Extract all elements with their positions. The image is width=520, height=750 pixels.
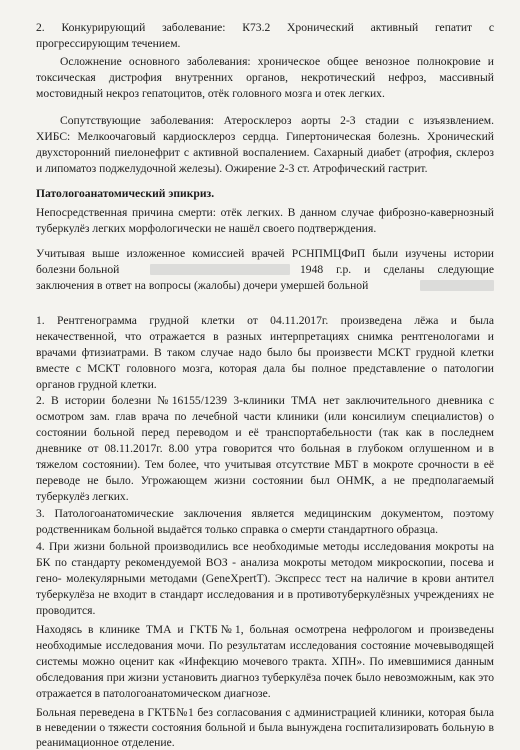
text-line: родственникам больной выдаётся только справка о смерти стандартного образца. bbox=[36, 523, 438, 536]
text-line: осмотром зам. глав врача по лечебной части клиники (или консилиум специалистов) о bbox=[36, 410, 494, 423]
redacted-name bbox=[420, 280, 494, 291]
text-line: двухсторонний пиелонефрит с активной воспалением. Сахарный диабет (атрофия, склероз bbox=[36, 146, 494, 159]
text-line: тяжелом состоянии). Тем более, что учитывая отсутствие МБТ в мокроте срочности в её bbox=[36, 458, 494, 471]
text-line: гено- молекулярными методами (GeneXpertT). Экспресс тест на наличие в крови антител bbox=[36, 572, 494, 585]
text-line: 1. Рентгенограмма грудной клетки от 04.11.2017г. произведена лёжа и была bbox=[36, 314, 494, 327]
text-line: БК по стандарту рекомендуемой ВОЗ - анализа мокроты методом микроскопии, посева и bbox=[36, 556, 494, 569]
section-heading: Патологоанатомический эпикриз. bbox=[36, 187, 215, 200]
redacted-name bbox=[150, 264, 290, 275]
text-line: болезни больной bbox=[36, 263, 120, 276]
text-line: мостовидный некроз гепатоцитов, отёк головного мозга и отек легких. bbox=[36, 87, 385, 100]
text-line: 2. В истории болезни №16155/1239 3-клиники ТМА нет заключительного дневника с bbox=[36, 394, 494, 407]
text-line: вместе с МСКТ головного мозга, которая дала бы полное представление о патологии bbox=[36, 362, 494, 375]
text-line: системы можно оценит как «Инфекцию мочевого тракта. ХПН». По имевшимися данным bbox=[36, 655, 494, 668]
text-line: обследования при жизни установить диагноз туберкулёза почек было невозможным, как это bbox=[36, 671, 494, 684]
text-line: прогрессирующим течением. bbox=[36, 37, 181, 50]
text-line: 3. Патологоанатомические заключения является медицинским документом, поэтому bbox=[36, 507, 494, 520]
text-line: 1948 г.р. и сделаны следующие bbox=[300, 263, 494, 276]
text-line: Больная переведена в ГКТБ№1 без согласования с администрацией клиники, которая была bbox=[36, 706, 494, 719]
text-line: состоянии больной перед переводом и её транспортабельности (так как в последнем bbox=[36, 426, 494, 439]
text-line: дневнике от 08.11.2017г. 8.00 утра говорится что больная в глубоком оглушенном и в bbox=[36, 442, 494, 455]
text-line: проводится. bbox=[36, 604, 96, 617]
text-line: 2. Конкурирующий заболевание: К73.2 Хронический активный гепатит с bbox=[36, 21, 494, 34]
text-line: в неведении о тяжести состояния больной и была вынуждена госпитализировать больную в bbox=[36, 721, 494, 734]
text-line: переводе не было. Угрожающем жизни состоянии был ОНМК, а не предполагаемый bbox=[36, 474, 494, 487]
text-line: туберкулёз легких. bbox=[36, 490, 129, 503]
text-line: Непосредственная причина смерти: отёк легких. В данном случае фиброзно-кавернозный bbox=[36, 206, 494, 219]
text-line: и липоматоз поджелудочной железы). Ожирение 2-3 ст. Атрофический гастрит. bbox=[36, 162, 428, 175]
text-line: токсическая дистрофия внутренних органов, некротический нефроз, массивный bbox=[36, 71, 494, 84]
text-line: Учитывая выше изложенное комиссией врачей РСНПМЦФиП были изучены истории bbox=[36, 247, 494, 260]
text-line: 4. При жизни больной производились все необходимые методы исследования мокроты на bbox=[36, 540, 494, 553]
text-line: отражается в патологоанатомическом диагнозе. bbox=[36, 687, 271, 700]
text-line: туберкулёз легких морфологически не нашёл своего подтверждения. bbox=[36, 222, 377, 235]
text-line: необходимые исследования мочи. По результатам исследования состояние мочевыводящей bbox=[36, 639, 494, 652]
text-line: реанимационное отделение. bbox=[36, 736, 175, 749]
text-line: заключения в ответ на вопросы (жалобы) дочери умершей больной bbox=[36, 279, 369, 292]
text-line: Осложнение основного заболевания: хроническое общее венозное полнокровие и bbox=[60, 55, 494, 68]
text-line: врачами фтизиатрами. В таком случае надо было бы произвести МСКТ грудной клетки bbox=[36, 346, 494, 359]
text-line: туберкулёза не входит в стандарт исследования и в противотуберкулёзных учреждениях не bbox=[36, 588, 494, 601]
text-line: Находясь в клинике ТМА и ГКТБ№1, больная осмотрена нефрологом и произведены bbox=[36, 623, 494, 636]
text-line: некачественной, что отражается в разных интерпретациях снимка рентгенологами и bbox=[36, 330, 494, 343]
text-line: органов грудной клетки. bbox=[36, 378, 157, 391]
text-line: Сопутствующие заболевания: Атеросклероз аорты 2-3 стадии с изъязвлением. bbox=[60, 114, 494, 127]
text-line: ХИБС: Мелкоочаговый кардиосклероз сердца. Гипертоническая болезнь. Хронический bbox=[36, 130, 494, 143]
